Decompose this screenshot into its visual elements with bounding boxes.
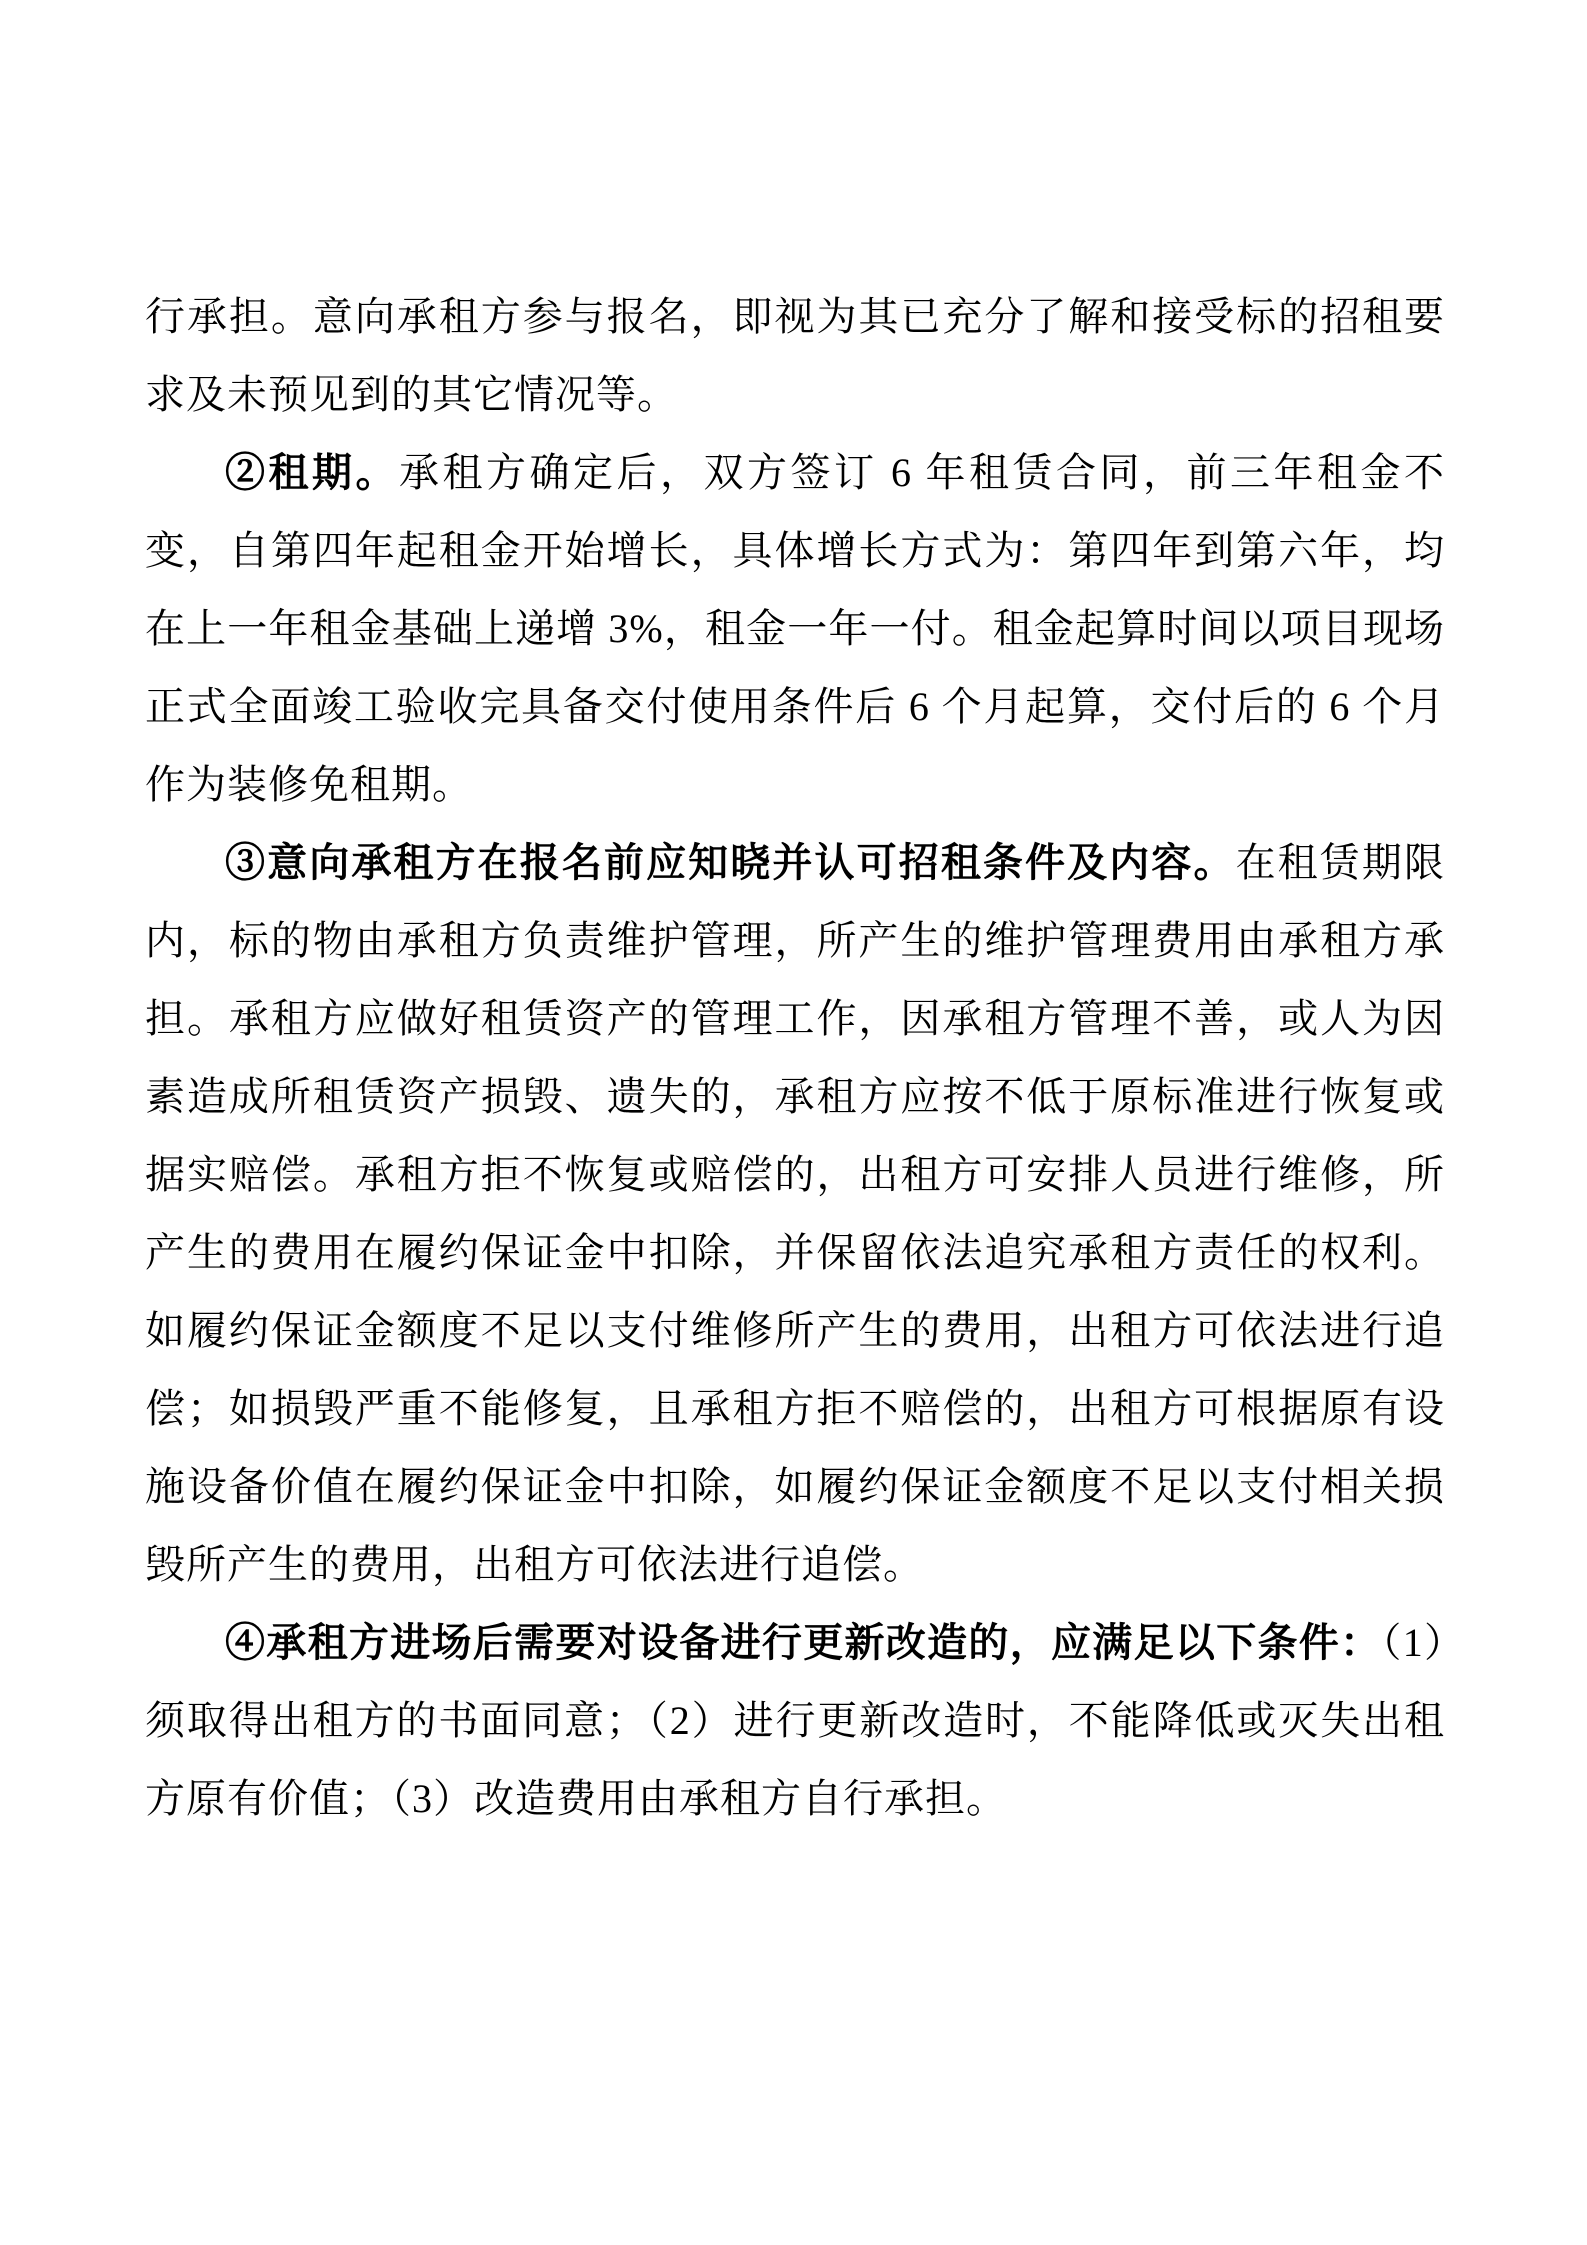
paragraph-text: 承租方确定后，双方签订 6 年租赁合同，前三年租金不变，自第四年起租金开始增长，具体增长方式为：第四年到第六年，均在上一年租金基础上递增 3%，租金一年一付。租金起算时间以项目现场正式全面竣工验收完具备交付使用条件后 6 个月起算，交付后的 6 个月作为装修免租期。 — [145, 450, 1445, 807]
paragraph-equipment-renovation — [145, 1604, 1445, 1838]
paragraph-continuation — [145, 278, 1445, 434]
paragraph-text: （1）须取得出租方的书面同意；（2）进行更新改造时，不能降低或灭失出租方原有价值；（3）改造费用由承租方自行承担。 — [145, 1620, 1446, 1821]
paragraph-lease-term — [145, 434, 1445, 824]
paragraph-heading-text: ②租期。 — [225, 450, 399, 495]
paragraph-tenant-acknowledgement — [145, 824, 1445, 1604]
paragraph-text: 行承担。意向承租方参与报名，即视为其已充分了解和接受标的招租要求及未预见到的其它情况等。 — [145, 294, 1445, 417]
paragraph-heading-text: ③意向承租方在报名前应知晓并认可招租条件及内容。 — [225, 840, 1236, 885]
paragraph-heading-text: ④承租方进场后需要对设备进行更新改造的，应满足以下条件： — [225, 1620, 1382, 1665]
paragraph-text: 在租赁期限内，标的物由承租方负责维护管理，所产生的维护管理费用由承租方承担。承租方应做好租赁资产的管理工作，因承租方管理不善，或人为因素造成所租赁资产损毁、遗失的，承租方应按不低于原标准进行恢复或据实赔偿。承租方拒不恢复或赔偿的，出租方可安排人员进行维修，所产生的费用在履约保证金中扣除，并保留依法追究承租方责任的权利。如履约保证金额度不足以支付维修所产生的费用，出租方可依法进行追偿；如损毁严重不能修复，且承租方拒不赔偿的，出租方可根据原有设施设备价值在履约保证金中扣除，如履约保证金额度不足以支付相关损毁所产生的费用，出租方可依法进行追偿。 — [145, 840, 1446, 1587]
